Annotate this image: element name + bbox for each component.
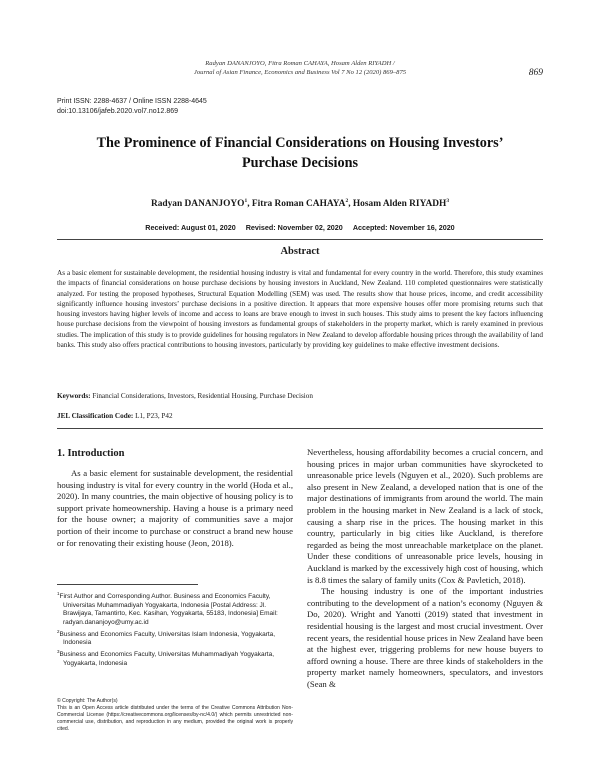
abstract-heading: Abstract <box>280 246 320 257</box>
submission-dates <box>57 223 543 233</box>
page-number: 869 <box>528 68 543 78</box>
top-divider <box>57 239 543 240</box>
author-separator: , <box>247 199 252 210</box>
footnote-text: Business and Economics Faculty, Universitas Muhammadiyah Yogyakarta, Yogyakarta, Indonesia <box>59 651 274 667</box>
running-head <box>150 59 450 77</box>
jel-label: JEL Classification Code: <box>57 412 134 420</box>
body-paragraph: The housing industry is one of the important industries contributing to the development of a nation’s economy (Nguyen & Do, 2020). Wright and Yanotti (2019) stated that investment in residential housing is the largest and most crucial investment. Over recent years, the residential house prices in New Zealand have been at the highest ever, triggering problems for new house buyers to afford owning a house. There are three kinds of stakeholders in the property market namely homeowners, speculators, and investors (Sean & <box>307 586 543 689</box>
footnote-3 <box>57 648 293 668</box>
paper-title <box>57 133 543 173</box>
issn-block <box>57 97 207 117</box>
author-list <box>57 195 543 210</box>
author-2-affiliation: 2 <box>345 198 349 204</box>
right-column <box>307 447 543 690</box>
bottom-divider <box>57 428 543 429</box>
author-3-affiliation: 3 <box>446 198 450 204</box>
author-3: Hosam Alden RIYADH <box>352 199 447 210</box>
copyright-title: © Copyright: The Author(s) <box>57 698 118 704</box>
keywords-label: Keywords: <box>57 392 91 400</box>
author-1: Radyan DANANJOYO <box>150 199 245 210</box>
footnote-text: First Author and Corresponding Author. Business and Economics Faculty, Universitas Muhammadiyah Yogyakarta, Indonesia [Postal Address: Jl. Brawijaya, Tamantirto, Kec. Kasihan, Yogyakarta, 55183, Indonesia] Email: radyan.dananjoyo@umy.ac.id <box>59 593 278 626</box>
author-separator: , <box>348 199 353 210</box>
copyright-notice <box>57 698 293 733</box>
abstract-text: As a basic element for sustainable development, the residential housing industry is vital and fundamental for every country in the world. Therefore, this study examines the impacts of financial considerations on house purchase decisions by housing investors in Auckland, New Zealand. 110 completed questionnaires were statistically analyzed. For testing the proposed hypotheses, Structural Equation Modelling (SEM) was used. The results show that house prices, income, and credit accessibility significantly influence housing investors’ purchase decisions in a positive direction. It appears that more expensive houses offer more promising returns such that housing investors having higher levels of income and access to loans are brave enough to invest in such houses. This study aims to present the key factors influencing house purchase decisions from the viewpoint of housing investors as fundamental groups of stakeholders in the property market, which is rarely examined in previous studies. The implication of this study is to provide guidelines for housing regulators in New Zealand to develop affordable housing prices through the availability of land banks. This study also offers practical contributions to housing investors, particularly by providing key guidelines to make effective investment decisions. <box>57 269 543 350</box>
paper-title-line2: Purchase Decisions <box>242 155 358 171</box>
paper-title-line1: The Prominence of Financial Considerations on Housing Investors’ <box>96 135 504 151</box>
jel-codes <box>57 411 543 421</box>
received-date: Received: August 01, 2020 <box>145 223 236 232</box>
footnote-2 <box>57 628 293 648</box>
body-paragraph: As a basic element for sustainable development, the residential housing industry is vital for every country in the world (Hoda et al., 2020). In many countries, the main objective of housing policy is to support private homeownership. Having a house is a primary need for the house owner; a majority of communities save a major portion of their income to purchase or construct a brand new house or for renovating their existing house (Jeon, 2018). <box>57 468 293 548</box>
footnote-divider <box>57 584 198 585</box>
keywords-value: Financial Considerations, Investors, Residential Housing, Purchase Decision <box>90 392 313 400</box>
accepted-date: Accepted: November 16, 2020 <box>352 223 455 232</box>
author-2: Fitra Roman CAHAYA <box>251 199 346 210</box>
running-head-authors: Radyan DANANJOYO, Fitra Roman CAHAYA, Hosam Alden RIYADH / <box>205 60 395 67</box>
footnotes <box>57 590 293 668</box>
footnote-marker: 3 <box>57 648 60 654</box>
body-paragraph: Nevertheless, housing affordability becomes a crucial concern, and housing prices in major urban communities have skyrocketed to unreasonable price levels (Nguyen et al., 2020). Such problems are also present in New Zealand, a developed nation that is one of the major destinations of immigrants from around the world. The main problem in the housing market in New Zealand is a lack of stock, causing a sharp rise in the prices. The housing market in this country, particularly in big cities like Auckland, is therefore regarded as being the most unreachable marketplace on the planet. Under these conditions of unreasonable price levels, housing in Auckland is marked by the excessively high cost of housing, which is 8.8 times the salary of family units (Cox & Pavletich, 2018). <box>307 447 543 585</box>
left-column <box>57 468 293 549</box>
revised-date: Revised: November 02, 2020 <box>245 223 343 232</box>
footnote-1 <box>57 590 293 628</box>
footnote-marker: 1 <box>57 591 60 596</box>
running-head-journal: Journal of Asian Finance, Economics and Business Vol 7 No 12 (2020) 869–875 <box>193 69 407 76</box>
copyright-license: This is an Open Access article distributed under the terms of the Creative Commons Attribution Non-Commercial License (https://creativecommons.org/licenses/by-nc/4.0/) which permits unrestricted non-commercial use, distribution, and reproduction in any medium, provided the original work is properly cited. <box>57 705 293 732</box>
footnote-text: Business and Economics Faculty, Universitas Islam Indonesia, Yogyakarta, Indonesia <box>59 630 276 647</box>
jel-value: L1, P23, P42 <box>133 412 173 420</box>
footnote-marker: 2 <box>57 628 60 634</box>
doi-line: doi:10.13106/jafeb.2020.vol7.no12.869 <box>57 108 179 115</box>
issn-line: Print ISSN: 2288-4637 / Online ISSN 2288-4645 <box>57 98 207 105</box>
author-1-affiliation: 1 <box>244 198 248 204</box>
section-heading-introduction: 1. Introduction <box>57 448 125 459</box>
keywords <box>57 391 543 401</box>
